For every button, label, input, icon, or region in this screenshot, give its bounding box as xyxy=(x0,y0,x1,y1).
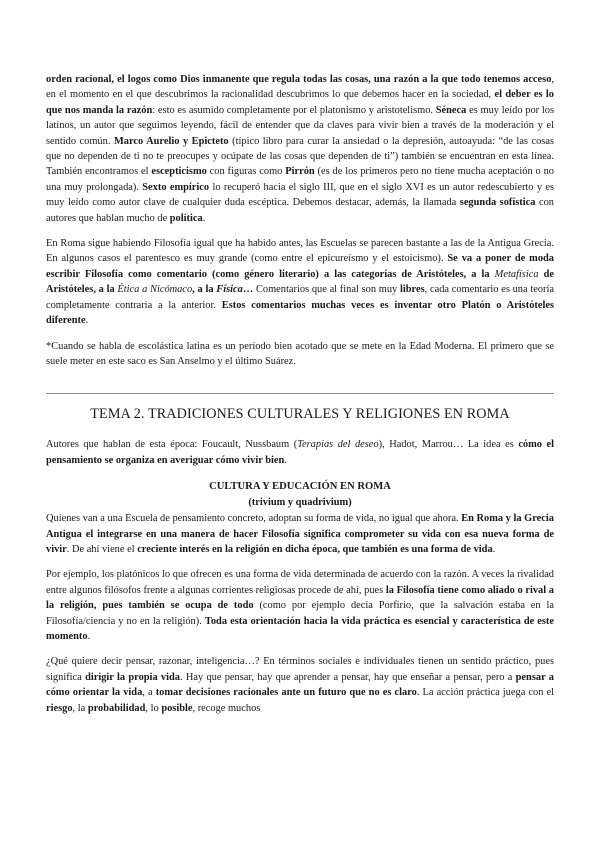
text-run: creciente interés en la religión en dicha época, que también es una forma de vida xyxy=(137,543,493,555)
text-run: Terapias del deseo xyxy=(297,439,379,451)
text-run: escepticismo xyxy=(151,166,207,178)
text-run: En Roma y la Grecia Antigua el integrarse en una manera de hacer Filosofía significa comprometer su vida con esa nueva forma de vivir xyxy=(46,513,554,555)
text-run: . xyxy=(87,630,91,642)
text-run: En Roma sigue habiendo Filosofía igual que ha habido antes, las Escuelas se parecen bastante a las de la Antigua Grecia. En algunos casos el parentesco es muy grande (como entre el epicureísmo y el estoicismo). xyxy=(46,238,554,265)
subsection-title: CULTURA Y EDUCACIÓN EN ROMA xyxy=(209,481,391,493)
text-run: Física xyxy=(216,284,243,296)
text-run: Pirrón xyxy=(285,166,315,178)
text-run: ¿Qué quiere decir pensar, razonar, inteligencia…? En términos sociales e individuales tienen un sentido práctico, pues significa xyxy=(46,656,554,683)
text-run: Por ejemplo, los platónicos lo que ofrecen es una forma de vida determinada de acuerdo con la razón. A veces la rivalidad entre algunos filósofos frente a algunas corrientes religiosas procede de ahí, pues xyxy=(46,569,554,596)
paragraph-stoics xyxy=(46,72,554,226)
text-run: con figuras como xyxy=(206,166,286,178)
paragraph-platonists xyxy=(46,567,554,644)
text-run: posible xyxy=(161,702,193,714)
text-run: con autores que hablan mucho de xyxy=(46,197,554,224)
text-run: (es de los primeros pero no tiene mucha aceptación o no una muy prolongada). xyxy=(46,166,554,193)
text-run: (como por ejemplo decía Porfirio, que la salvación estaba en la Filosofía/ciencia y no en la religión). xyxy=(46,600,554,627)
text-run: . Hay que pensar, hay que aprender a pensar, hay que enseñar a pensar, pero a xyxy=(179,671,516,683)
text-run: Estos comentarios muchas veces es inventar otro Platón o Aristóteles diferente xyxy=(46,299,554,327)
text-run: … xyxy=(242,284,254,296)
text-run: lo recuperó hacia el siglo III, que en el siglo XVI es un autor redescubierto y es muy leído como autor clave de cualquier duda escéptica. Debemos destacar, además, la llamada xyxy=(46,181,555,209)
section-divider xyxy=(46,393,554,394)
paragraph-rome-commentaries xyxy=(46,236,554,328)
text-run: pensar a cómo orientar la vida xyxy=(46,671,554,699)
text-run: , a la xyxy=(192,284,217,296)
text-run: Toda esta orientación hacia la vida práctica es esencial y característica de este momento xyxy=(46,615,554,642)
text-run: libres xyxy=(399,284,425,296)
text-run: riesgo xyxy=(46,702,73,714)
paragraph-thinking xyxy=(46,654,554,716)
text-run: cómo el pensamiento se organiza en averiguar cómo vivir bien xyxy=(46,439,554,466)
text-run: es muy leído por los latinos, un autor que seguimos leyendo, fácil de entender que da claves para vivir bien a través de la moderación y el sentido común. xyxy=(46,104,554,147)
text-run: Se va a poner de moda escribir Filosofía como comentario (como género literario) a las categorías de Aristóteles, a la xyxy=(46,253,554,280)
text-run: Autores que hablan de esta época: Foucault, Nussbaum ( xyxy=(46,439,298,451)
text-run: . La acción práctica juega con el xyxy=(416,687,555,699)
text-run: Séneca xyxy=(435,104,467,116)
text-run: probabilidad xyxy=(87,702,146,714)
paragraph-scholastic-note xyxy=(46,339,554,370)
text-run: , en el momento en el que descubrimos la racionalidad descubrimos lo que debemos hacer en la sociedad, xyxy=(46,74,554,101)
text-run: : esto es asumido completamente por el platonismo y aristotelismo. xyxy=(152,104,436,116)
text-run: Marco Aurelio y Epicteto xyxy=(113,135,229,147)
paragraph-schools-life xyxy=(46,511,554,557)
subsection-subtitle: (trivium y quadrivium) xyxy=(248,497,352,509)
text-run: . xyxy=(284,454,287,466)
text-run: Comentarios que al final son muy xyxy=(253,284,400,296)
text-run: Ética a Nicómaco xyxy=(117,284,193,296)
text-run: , recoge muchos xyxy=(192,702,261,714)
text-run: . xyxy=(202,212,206,224)
text-run: orden racional, el logos como Dios inmanente que regula todas las cosas, una razón a la que todo tenemos acceso xyxy=(46,74,552,85)
text-run: segunda sofística xyxy=(459,197,536,209)
paragraph-authors xyxy=(46,437,554,468)
text-run: , lo xyxy=(145,702,162,714)
text-run: (típico libro para curar la ansiedad o la depresión, autoayuda: “de las cosas que no dependen de ti no te preocupes y ocúpate de las cosas que dependen de ti”) también se encuentran en esta línea. También encontramos el xyxy=(46,135,555,178)
text-run: dirigir la propia vida xyxy=(85,671,180,683)
text-run: Metafísica xyxy=(494,268,539,280)
text-run: *Cuando se habla de escolástica latina es un período bien acotado que se mete en la Edad Moderna. El primero que se suele meter en este saco es San Anselmo y el último Suárez. xyxy=(46,340,554,367)
text-run: Sexto empírico xyxy=(142,181,210,193)
text-run: . xyxy=(85,315,89,327)
text-run: , la xyxy=(72,702,88,714)
text-run: el deber es lo que nos manda la razón xyxy=(46,89,554,116)
text-run: , a xyxy=(142,687,156,699)
text-run: ), Hadot, Marrou… La idea es xyxy=(378,439,519,451)
section-title: TEMA 2. TRADICIONES CULTURALES Y RELIGIONES EN ROMA xyxy=(90,406,510,423)
text-run: la Filosofía tiene como aliado o rival a la religión, pues también se ocupa de todo xyxy=(46,584,554,612)
text-run: tomar decisiones racionales ante un futuro que no es claro xyxy=(155,687,417,699)
text-run: Quienes van a una Escuela de pensamiento concreto, adoptan su forma de vida, no igual que ahora. xyxy=(46,513,462,525)
text-run: . De ahí viene el xyxy=(66,543,138,555)
text-run: . xyxy=(492,543,496,555)
text-run: de Aristóteles, a la xyxy=(46,268,554,296)
text-run: , cada comentario es una teoría completamente contraria a la anterior. xyxy=(46,284,555,311)
text-run: política xyxy=(169,212,203,224)
